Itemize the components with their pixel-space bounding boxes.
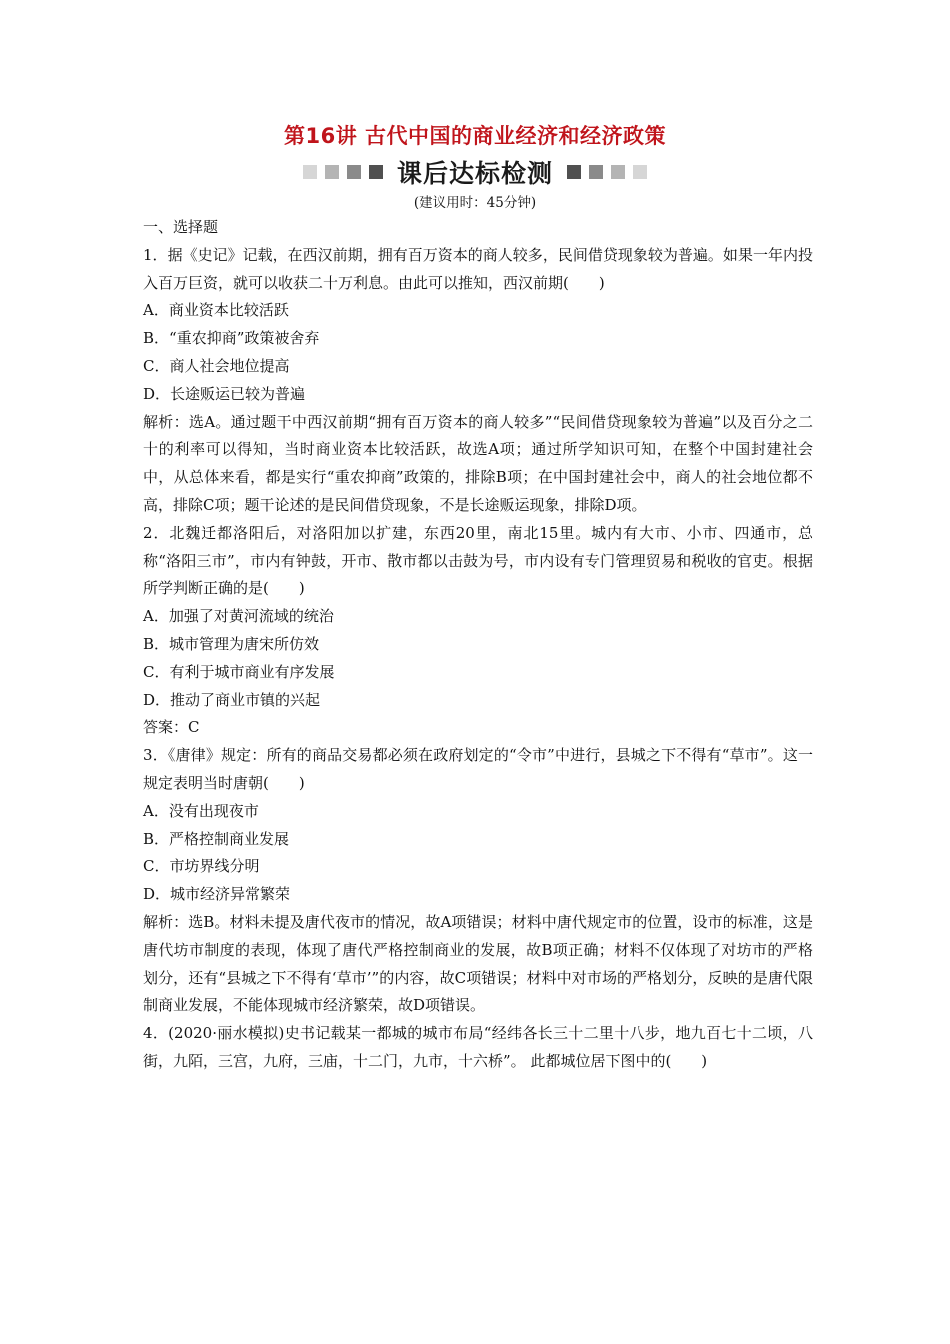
question-body <box>143 214 813 1076</box>
section-banner <box>0 157 950 187</box>
time-hint: (建议用时：45分钟) <box>413 195 537 211</box>
option-2c: C．有利于城市商业有序发展 <box>143 662 335 681</box>
section-heading: 一、选择题 <box>143 218 219 236</box>
question-stem-1: 1．据《史记》记载，在西汉前期，拥有百万资本的商人较多，民间借贷现象较为普遍。如果一年内投入百万巨资，就可以收获二十万利息。由此可以推知，西汉前期( ) <box>143 245 813 292</box>
banner-square-decoration <box>633 165 647 179</box>
option-1a: A．商业资本比较活跃 <box>143 301 289 320</box>
option-1c: C．商人社会地位提高 <box>143 356 290 375</box>
banner-square-decoration <box>611 165 625 179</box>
answer-2: 答案：C <box>143 718 200 737</box>
question-stem-3: 3．《唐律》规定：所有的商品交易都必须在政府划定的“令市”中进行，县城之下不得有“草市”。这一规定表明当时唐朝( ) <box>143 746 813 792</box>
banner-square-decoration <box>303 165 317 179</box>
banner-square-decoration <box>589 165 603 179</box>
option-1d: D．长途贩运已较为普遍 <box>143 384 306 403</box>
banner-square-decoration <box>325 165 339 179</box>
banner-square-decoration <box>369 165 383 179</box>
option-3a: A．没有出现夜市 <box>143 801 259 820</box>
question-stem-2: 2．北魏迁都洛阳后，对洛阳加以扩建，东西20里，南北15里。城内有大市、小市、四通市，总称“洛阳三市”，市内有钟鼓，开市、散市都以击鼓为号，市内设有专门管理贸易和税收的官吏。根据所学判断正确的是( ) <box>143 523 813 598</box>
option-3b: B．严格控制商业发展 <box>143 829 290 848</box>
analysis-1: 解析：选A。通过题干中西汉前期“拥有百万资本的商人较多”“民间借贷现象较为普遍”以及百分之二十的利率可以得知，当时商业资本比较活跃，故选A项；通过所学知识可知，在整个中国封建社会中，从总体来看，都是实行“重农抑商”政策的，排除B项；在中国封建社会中，商人的社会地位都不高，排除C项；题干论述的是民间借贷现象，不是长途贩运现象，排除D项。 <box>143 412 813 514</box>
lesson-title: 第16讲 古代中国的商业经济和经济政策 <box>283 124 667 148</box>
banner-heading: 课后达标检测 <box>396 159 553 188</box>
option-3d: D．城市经济异常繁荣 <box>143 885 291 904</box>
option-2a: A．加强了对黄河流域的统治 <box>143 607 334 626</box>
question-stem-4: 4．(2020·丽水模拟)史书记载某一都城的城市布局“经纬各长三十二里十八步，地九百七十二顷，八街，九陌，三宫，九府，三庙，十二门，九市，十六桥”。 此都城位居下图中的( ) <box>143 1024 813 1070</box>
analysis-3: 解析：选B。材料未提及唐代夜市的情况，故A项错误；材料中唐代规定市的位置，设市的标准，这是唐代坊市制度的表现，体现了唐代严格控制商业的发展，故B项正确；材料不仅体现了对坊市的严格划分，还有“县城之下不得有‘草市’”的内容，故C项错误；材料中对市场的严格划分，反映的是唐代限制商业发展，不能体现城市经济繁荣，故D项错误。 <box>143 912 813 1015</box>
banner-square-decoration <box>567 165 581 179</box>
option-3c: C．市坊界线分明 <box>143 857 260 876</box>
option-1b: B．“重农抑商”政策被舍弃 <box>143 329 320 348</box>
option-2d: D．推动了商业市镇的兴起 <box>143 690 321 709</box>
option-2b: B．城市管理为唐宋所仿效 <box>143 634 320 653</box>
banner-square-decoration <box>347 165 361 179</box>
